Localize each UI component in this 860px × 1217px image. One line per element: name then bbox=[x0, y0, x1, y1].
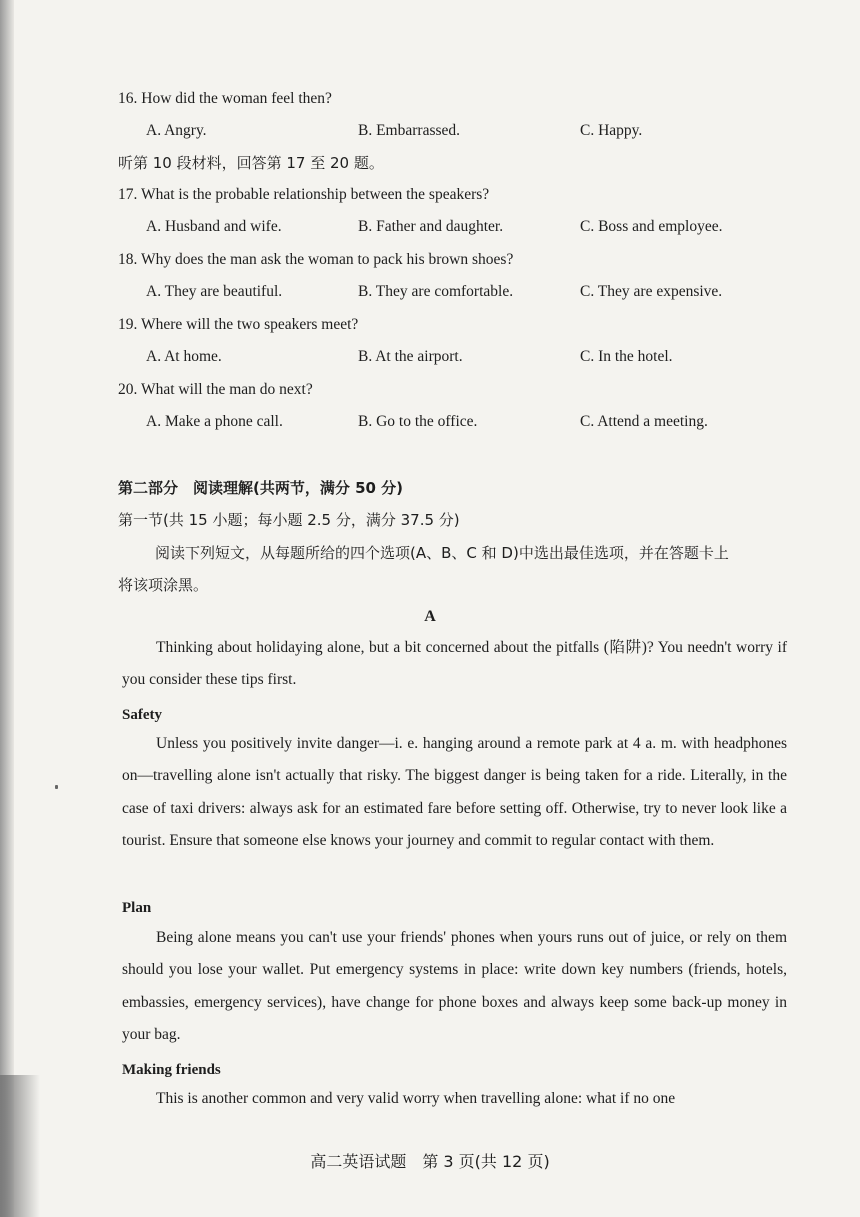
question-19-option-b: B. At the airport. bbox=[358, 348, 463, 365]
passage-label: A bbox=[424, 608, 436, 625]
question-20-stem: 20. What will the man do next? bbox=[118, 381, 313, 398]
question-17-stem: 17. What is the probable relationship between the speakers? bbox=[118, 186, 490, 203]
scan-speck bbox=[55, 785, 58, 789]
question-20-option-a: A. Make a phone call. bbox=[146, 413, 283, 430]
page-footer: 高二英语试题 第 3 页(共 12 页) bbox=[310, 1152, 550, 1171]
question-20-option-c: C. Attend a meeting. bbox=[580, 413, 708, 430]
question-16-option-b: B. Embarrassed. bbox=[358, 122, 461, 139]
question-18-option-b: B. They are comfortable. bbox=[358, 283, 514, 300]
section-text-making-friends: This is another common and very valid worry when travelling alone: what if no one bbox=[156, 1090, 676, 1107]
section-one-title: 第一节(共 15 小题；每小题 2.5 分，满分 37.5 分) bbox=[118, 511, 460, 529]
question-18-option-c: C. They are expensive. bbox=[580, 283, 723, 300]
section-text-plan: Being alone means you can't use your friends' phones when yours runs out of juice, or rely on them should you lose your wallet. Put emergency systems in place: write down key numbers (friends, hotels, embassies, emergency services), have change for phone boxes and always keep some back-up money in your bag. bbox=[122, 929, 787, 1043]
reading-instruction-line2: 将该项涂黑。 bbox=[118, 576, 209, 594]
question-19-option-a: A. At home. bbox=[146, 348, 222, 365]
section-text-safety: Unless you positively invite danger—i. e. hanging around a remote park at 4 a. m. with headphones on—travelling alone isn't actually that risky. The biggest danger is being taken for a ride. Literally, in the case of taxi drivers: always ask for an estimated fare before setting off. Otherwise, try to never look like a tourist. Ensure that someone else knows your journey and commit to regular contact with them. bbox=[122, 735, 787, 849]
section-heading-safety: Safety bbox=[122, 707, 162, 723]
reading-instruction-line1: 阅读下列短文，从每题所给的四个选项(A、B、C 和 D)中选出最佳选项，并在答题卡上 bbox=[155, 544, 729, 562]
question-16-option-c: C. Happy. bbox=[580, 122, 643, 139]
question-19-option-c: C. In the hotel. bbox=[580, 348, 673, 365]
question-17-option-b: B. Father and daughter. bbox=[358, 218, 504, 235]
part-two-title: 第二部分 阅读理解(共两节，满分 50 分) bbox=[118, 479, 404, 497]
question-16-stem: 16. How did the woman feel then? bbox=[118, 90, 332, 107]
question-16-option-a: A. Angry. bbox=[146, 122, 207, 139]
question-18-option-a: A. They are beautiful. bbox=[146, 283, 283, 300]
passage-intro: Thinking about holidaying alone, but a bit concerned about the pitfalls (陷阱)? You needn't worry if you consider these tips first. bbox=[122, 639, 787, 689]
question-17-option-c: C. Boss and employee. bbox=[580, 218, 723, 235]
question-20-option-b: B. Go to the office. bbox=[358, 413, 478, 430]
section-heading-making-friends: Making friends bbox=[122, 1062, 221, 1078]
listening-instruction: 听第 10 段材料，回答第 17 至 20 题。 bbox=[118, 154, 384, 172]
question-17-option-a: A. Husband and wife. bbox=[146, 218, 282, 235]
question-19-stem: 19. Where will the two speakers meet? bbox=[118, 316, 359, 333]
section-heading-plan: Plan bbox=[122, 900, 152, 916]
scan-corner-shadow bbox=[0, 1075, 40, 1217]
question-18-stem: 18. Why does the man ask the woman to pack his brown shoes? bbox=[118, 251, 514, 268]
